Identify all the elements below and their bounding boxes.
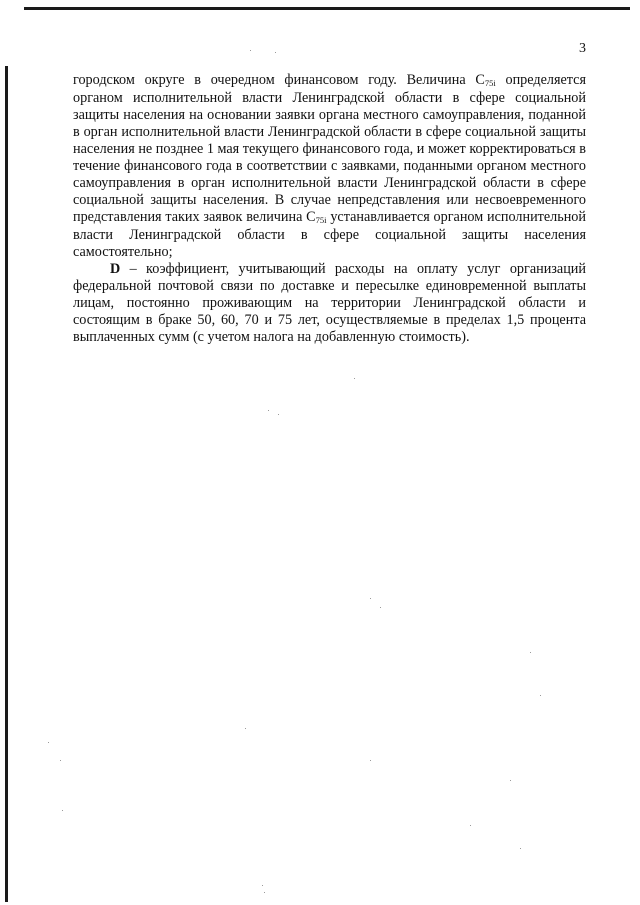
scan-speck bbox=[278, 414, 279, 415]
scan-speck bbox=[262, 885, 263, 886]
scan-speck bbox=[48, 742, 49, 743]
document-body bbox=[73, 72, 586, 346]
scan-speck bbox=[268, 410, 269, 411]
paragraph-c75i-definition bbox=[73, 72, 586, 261]
scan-speck bbox=[540, 695, 541, 696]
subscript: 75i bbox=[484, 78, 496, 88]
scan-speck bbox=[264, 892, 265, 893]
scan-speck bbox=[245, 728, 246, 729]
scan-speck bbox=[354, 378, 355, 379]
scan-speck bbox=[250, 50, 251, 51]
scan-speck bbox=[62, 810, 63, 811]
scan-speck bbox=[60, 760, 61, 761]
subscript: 75i bbox=[315, 215, 327, 225]
paragraph-text: городском округе в очередном финансовом году. Величина С bbox=[73, 72, 485, 88]
scan-speck bbox=[520, 848, 521, 849]
scan-speck bbox=[510, 780, 511, 781]
term-d: D bbox=[110, 261, 121, 277]
paragraph-text: – коэффициент, учитывающий расходы на оплату услуг организаций федеральной почтовой связи по доставке и пересылке единовременной выплаты лицам, постоянно проживающим на территории Ленинградской области и состоящим в браке 50, 60, 70 и 75 лет, осуществляемые в пределах 1,5 процента выплаченных сумм (с учетом налога на добавленную стоимость). bbox=[73, 261, 586, 345]
top-border-line bbox=[24, 7, 630, 10]
paragraph-text: устанавливается органом исполнительной власти Ленинградской области в сфере социальной защиты населения самостоятельно; bbox=[73, 209, 586, 260]
scan-speck bbox=[370, 760, 371, 761]
page-number: 3 bbox=[579, 41, 586, 56]
scan-speck bbox=[370, 598, 371, 599]
left-scan-margin-line bbox=[5, 66, 8, 902]
scan-speck bbox=[530, 652, 531, 653]
paragraph-d-definition bbox=[73, 261, 586, 346]
scan-speck bbox=[380, 607, 381, 608]
scan-speck bbox=[470, 825, 471, 826]
paragraph-text: определяется органом исполнительной власти Ленинградской области в сфере социальной защиты населения на основании заявки органа местного самоуправления, поданной в орган исполнительной власти Ленинградской области в сфере социальной защиты населения не позднее 1 мая текущего финансового года, и может корректироваться в течение финансового года в соответствии с заявками, поданными органом местного самоуправления в орган исполнительной власти Ленинградской области в сфере социальной защиты населения. В случае непредставления или несвоевременного представления таких заявок величина С bbox=[73, 72, 586, 225]
scan-speck bbox=[275, 52, 276, 53]
